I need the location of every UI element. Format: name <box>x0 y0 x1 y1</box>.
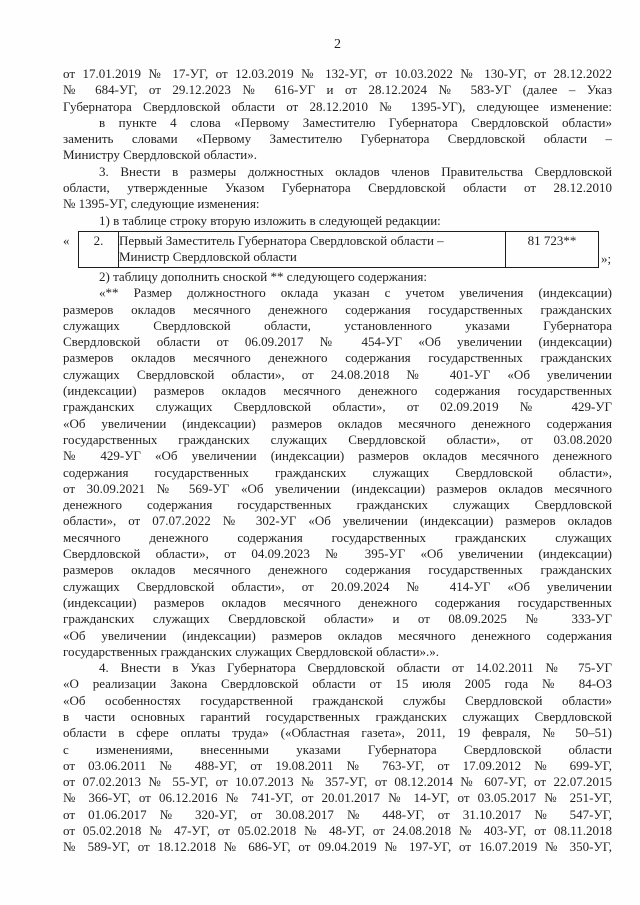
text-line: Министру Свердловской области». <box>63 147 257 163</box>
text-line: № 589-УГ, от 18.12.2018 № 686-УГ, от 09.04.2019 № 197-УГ, от 16.07.2019 № 350-УГ, <box>63 839 612 855</box>
text-line: денежного содержания государственных гражданских служащих Свердловской <box>63 497 612 513</box>
text-line: от 30.09.2021 № 569-УГ «Об увеличении (индексации) размеров окладов месячного <box>63 480 612 496</box>
text-line: размеров окладов месячного денежного содержания государственных гражданских <box>63 562 612 578</box>
text-line: № 684-УГ, от 29.12.2023 № 616-УГ и от 28.12.2024 № 583-УГ (далее – Указ <box>63 82 612 98</box>
text-line: Губернатора Свердловской области от 28.12.2010 № 1395-УГ), следующее изменение: <box>63 98 612 114</box>
text-line: «О реализации Закона Свердловской области от 15 июля 2005 года № 84-ОЗ <box>63 676 612 692</box>
paragraphs-after-table <box>63 269 612 856</box>
text-line: гражданских служащих Свердловской области», от 02.09.2019 № 429-УГ <box>63 399 612 415</box>
text-line: «Об увеличении (индексации) размеров окладов месячного денежного содержания <box>63 627 612 643</box>
row-number-cell: 2. <box>79 231 119 267</box>
text-line: 1) в таблице строку вторую изложить в следующей редакции: <box>99 212 441 228</box>
text-line: государственных гражданских служащих Свердловской области».». <box>63 643 440 659</box>
closing-quote: »; <box>601 250 612 266</box>
document-body <box>63 66 612 856</box>
text-line: от 17.01.2019 № 17-УГ, от 12.03.2019 № 132-УГ, от 10.03.2022 № 130-УГ, от 28.12.2022 <box>63 66 612 81</box>
text-line: Свердловской области», от 04.09.2023 № 395-УГ «Об увеличении (индексации) <box>63 546 612 562</box>
text-line: от 03.06.2011 № 488-УГ, от 19.08.2011 № 763-УГ, от 17.09.2012 № 699-УГ, <box>63 757 612 773</box>
text-line: размеров окладов месячного денежного содержания государственных гражданских <box>63 301 612 317</box>
text-line: области», от 07.07.2022 № 302-УГ «Об увеличении (индексации) размеров окладов <box>63 513 612 529</box>
text-line: 4. Внести в Указ Губернатора Свердловской области от 14.02.2011 № 75-УГ <box>99 660 612 676</box>
text-line: области, утвержденные Указом Губернатора Свердловской области от 28.12.2010 <box>63 180 612 196</box>
text-line: с изменениями, внесенными указами Губернатора Свердловской области <box>63 741 612 757</box>
text-line: № 429-УГ «Об увеличении (индексации) размеров окладов месячного денежного <box>63 448 612 464</box>
text-line: от 01.06.2017 № 320-УГ, от 30.08.2017 № 448-УГ, от 31.10.2017 № 547-УГ, <box>63 806 612 822</box>
text-line: содержания государственных гражданских служащих Свердловской области», <box>63 464 612 480</box>
text-line: (индексации) размеров окладов месячного денежного содержания государственных <box>63 594 612 610</box>
text-line: № 366-УГ, от 06.12.2016 № 741-УГ, от 20.01.2017 № 14-УГ, от 03.05.2017 № 251-УГ, <box>63 790 612 806</box>
text-line: «Об увеличении (индексации) размеров окладов месячного денежного содержания <box>63 415 612 431</box>
opening-quote: « <box>63 232 70 248</box>
text-line: государственных гражданских служащих Свердловской области», от 03.08.2020 <box>63 431 612 447</box>
text-line: в пункте 4 слова «Первому Заместителю Губернатора Свердловской области» <box>99 114 612 130</box>
text-line: заменить словами «Первому Заместителю Губернатора Свердловской области – <box>63 131 612 147</box>
text-line: месячного денежного содержания государственных гражданских служащих <box>63 529 612 545</box>
text-line: от 07.02.2013 № 55-УГ, от 10.07.2013 № 357-УГ, от 08.12.2014 № 607-УГ, от 22.07.2015 <box>63 774 612 790</box>
position-line-2: Министр Свердловской области <box>119 248 297 264</box>
text-line: служащих Свердловской области, установленного указами Губернатора <box>63 317 612 333</box>
text-line: размеров окладов месячного денежного содержания государственных гражданских <box>63 350 612 366</box>
text-line: от 05.02.2018 № 47-УГ, от 05.02.2018 № 48-УГ, от 24.08.2018 № 403-УГ, от 08.11.2018 <box>63 823 612 839</box>
text-line: области в сфере оплаты труда» («Областная газета», 2011, 19 февраля, № 50–51) <box>63 725 612 741</box>
text-line: (индексации) размеров окладов месячного денежного содержания государственных <box>63 383 612 399</box>
text-line: «Об особенностях государственной гражданской службы Свердловской области» <box>63 692 612 708</box>
text-line: служащих Свердловской области», от 20.09.2024 № 414-УГ «Об увеличении <box>63 578 612 594</box>
text-line: в части основных гарантий государственных гражданских служащих Свердловской <box>63 708 612 724</box>
paragraphs-before-table <box>63 66 612 229</box>
table-row <box>79 231 599 267</box>
text-line: 2) таблицу дополнить сноской ** следующего содержания: <box>99 268 427 284</box>
text-line: № 1395-УГ, следующие изменения: <box>63 196 260 212</box>
salary-table <box>78 231 599 268</box>
text-line: Свердловской области от 06.09.2017 № 454-УГ «Об увеличении (индексации) <box>63 334 612 350</box>
position-line-1: Первый Заместитель Губернатора Свердловской области – <box>119 232 444 248</box>
amendment-table-block <box>63 231 612 268</box>
salary-cell: 81 723** <box>506 231 599 267</box>
text-line: служащих Свердловской области», от 24.08.2018 № 401-УГ «Об увеличении <box>63 366 612 382</box>
page-number: 2 <box>334 37 341 52</box>
text-line: 3. Внести в размеры должностных окладов членов Правительства Свердловской <box>99 163 612 179</box>
position-cell <box>119 231 506 267</box>
text-line: «** Размер должностного оклада указан с учетом увеличения (индексации) <box>99 285 612 301</box>
text-line: гражданских служащих Свердловской области» и от 08.09.2025 № 333-УГ <box>63 611 612 627</box>
